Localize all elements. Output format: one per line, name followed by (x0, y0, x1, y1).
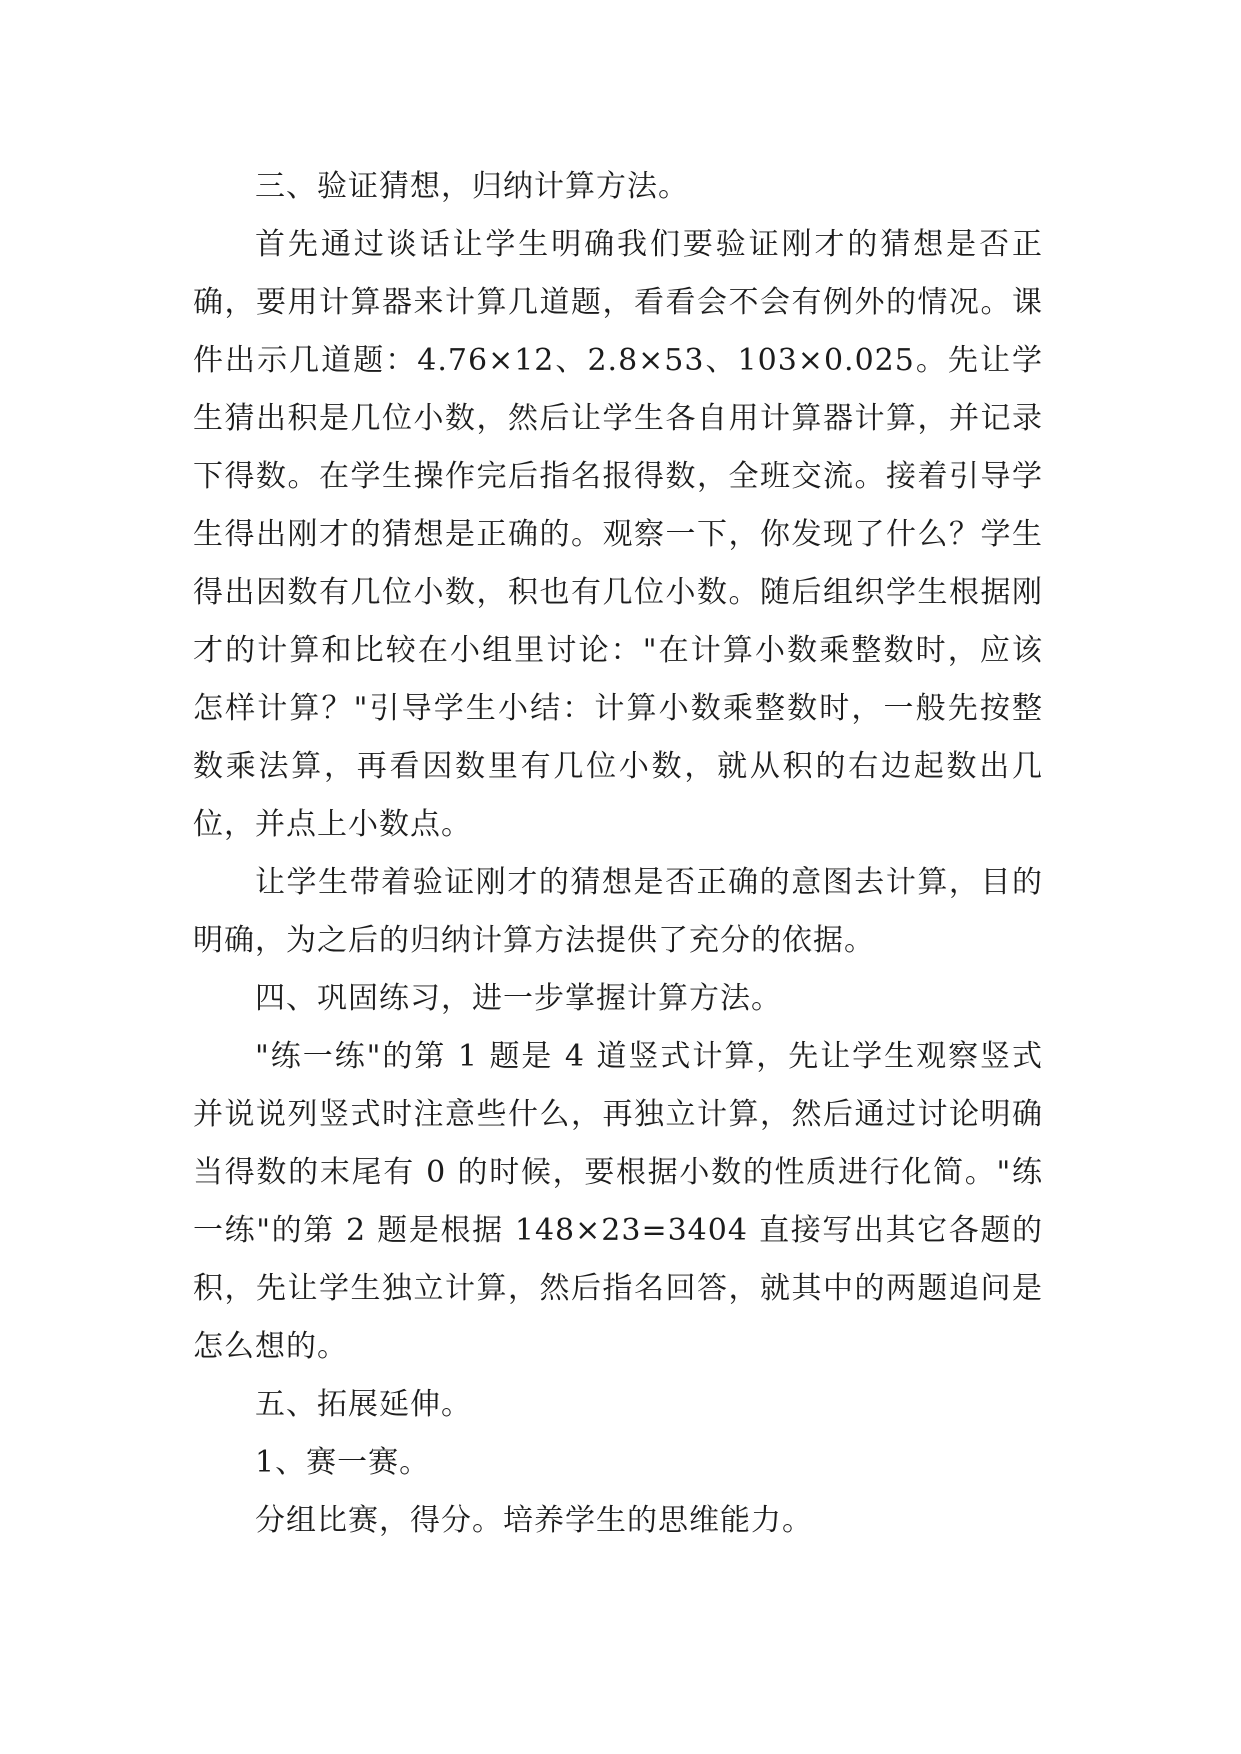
document-body (193, 158, 1043, 1550)
subheading-competition: 1、赛一赛。 (255, 1445, 431, 1480)
paragraph-verification-purpose: 让学生带着验证刚才的猜想是否正确的意图去计算，目的明确，为之后的归纳计算方法提供了充分的依据。 (193, 865, 1043, 958)
section-heading-verify: 三、验证猜想，归纳计算方法。 (255, 169, 689, 204)
section-heading-practice: 四、巩固练习，进一步掌握计算方法。 (255, 981, 782, 1016)
section-heading-extension: 五、拓展延伸。 (255, 1387, 472, 1422)
paragraph-verification-process: 首先通过谈话让学生明确我们要验证刚才的猜想是否正确，要用计算器来计算几道题，看看会不会有例外的情况。课件出示几道题：4.76×12、2.8×53、103×0.025。先让学生猜出积是几位小数，然后让学生各自用计算器计算，并记录下得数。在学生操作完后指名报得数，全班交流。接着引导学生得出刚才的猜想是正确的。观察一下，你发现了什么？学生得出因数有几位小数，积也有几位小数。随后组织学生根据刚才的计算和比较在小组里讨论："在计算小数乘整数时，应该怎样计算？"引导学生小结：计算小数乘整数时，一般先按整数乘法算，再看因数里有几位小数，就从积的右边起数出几位，并点上小数点。 (193, 227, 1043, 842)
paragraph-practice-details: "练一练"的第 1 题是 4 道竖式计算，先让学生观察竖式并说说列竖式时注意些什么，再独立计算，然后通过讨论明确当得数的末尾有 0 的时候，要根据小数的性质进行化简。"练一练"的第 2 题是根据 148×23=3404 直接写出其它各题的积，先让学生独立计算，然后指名回答，就其中的两题追问是怎么想的。 (193, 1039, 1043, 1364)
paragraph-competition: 分组比赛，得分。培养学生的思维能力。 (255, 1503, 813, 1538)
